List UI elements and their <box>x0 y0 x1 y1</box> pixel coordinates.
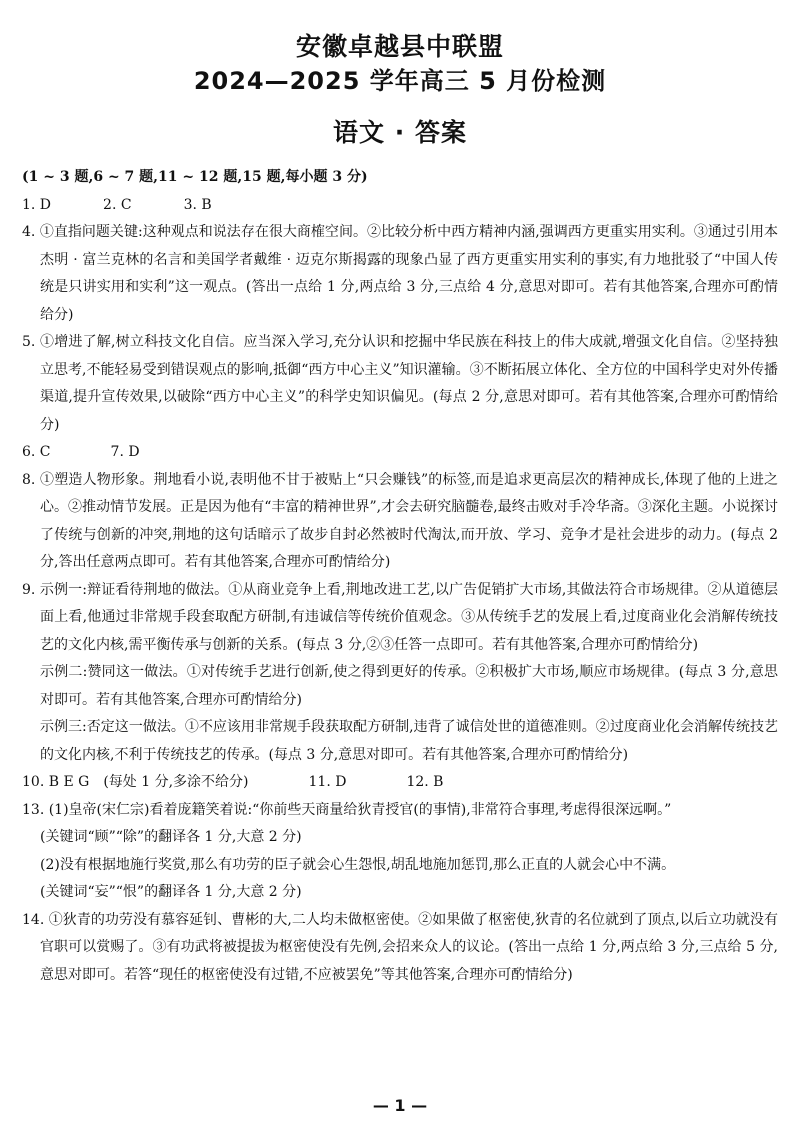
answer-q4: 4. ①直指问题关键:这种观点和说法存在很大商榷空间。②比较分析中西方精神内涵,强调西方更重实用实利。③通过引用本杰明 · 富兰克林的名言和美国学者戴维 · 迈克尔斯揭露的现象凸显了西方更重实用实利的事实,有力地批驳了“中国人传统是只讲实用和实利”这一观点。(答出一点给 1 分,两点给 3 分,三点给 4 分,意思对即可。若有其他答案,合理亦可酌情给分) <box>22 224 778 323</box>
page-number: — 1 — <box>372 1096 428 1115</box>
answer-q7: 7. D <box>110 444 140 460</box>
answer-q8: 8. ①塑造人物形象。荆地看小说,表明他不甘于被贴上“只会赚钱”的标签,而是追求更高层次的精神成长,体现了他的上进之心。②推动情节发展。正是因为他有“丰富的精神世界”,才会去研究脑髓卷,最终击败对手冷华斋。③深化主题。小说探讨了传统与创新的冲突,荆地的这句话暗示了故步自封必然被时代淘汰,而开放、学习、竞争才是社会进步的动力。(每点 2 分,答出任意两点即可。若有其他答案,合理亦可酌情给分) <box>22 471 778 570</box>
answer-q9-example1: 9. 示例一:辩证看待荆地的做法。①从商业竞争上看,荆地改进工艺,以广告促销扩大市场,其做法符合市场规律。②从道德层面上看,他通过非常规手段套取配方研制,有违诚信等传统价值观念。③从传统手艺的发展上看,过度商业化会消解传统技艺的文化内核,需平衡传承与创新的关系。(每点 3 分,②③任答一点即可。若有其他答案,合理亦可酌情给分) <box>22 581 778 653</box>
answer-q1: 1. D <box>22 196 52 213</box>
answer-q5: 5. ①增进了解,树立科技文化自信。应当深入学习,充分认识和挖掘中华民族在科技上的伟大成就,增强文化自信。②坚持独立思考,不能轻易受到错误观点的影响,抵御“西方中心主义”知识灌输。③不断拓展立体化、全方位的中国科学史对外传播渠道,提升宣传效果,以破除“西方中心主义”的科学史知识偏见。(每点 2 分,意思对即可。若有其他答案,合理亦可酌情给分) <box>22 334 778 433</box>
mc-answers-6-7 <box>22 439 778 467</box>
answer-q6: 6. C <box>22 444 51 460</box>
alliance-title: 安徽卓越县中联盟 <box>295 32 504 61</box>
answer-q3: 3. B <box>183 196 212 213</box>
answer-q13-part1: 13. (1)皇帝(宋仁宗)看着庞籍笑着说:“你前些天商量给狄青授官(的事情),非常符合事理,考虑得很深远啊。” <box>22 801 672 818</box>
answer-q13-part2: (2)没有根据地施行奖赏,那么有功劳的臣子就会心生怨恨,胡乱地施加惩罚,那么正直的人就会心中不满。 <box>40 856 676 873</box>
scoring-note: (1 ~ 3 题,6 ~ 7 题,11 ~ 12 题,15 题,每小题 3 分) <box>22 169 368 185</box>
answer-q9-example2: 示例二:赞同这一做法。①对传统手艺进行创新,使之得到更好的传承。②积极扩大市场,顺应市场规律。(每点 3 分,意思对即可。若有其他答案,合理亦可酌情给分) <box>40 664 778 708</box>
answer-q2: 2. C <box>103 196 132 213</box>
answer-q13-part1-note: (关键词“顾”“除”的翻译各 1 分,大意 2 分) <box>40 829 302 845</box>
mc-answers-10-12 <box>22 769 778 797</box>
answer-q11: 11. D <box>308 774 347 790</box>
answer-q14: 14. ①狄青的功劳没有慕容延钊、曹彬的大,二人均未做枢密使。②如果做了枢密使,狄青的名位就到了顶点,以后立功就没有官职可以赏赐了。③有功武将被提拔为枢密使没有先例,会招来众人的议论。(答出一点给 1 分,两点给 3 分,三点给 5 分,意思对即可。若答“现任的枢密使没有过错,不应被罢免”等其他答案,合理亦可酌情给分) <box>22 911 778 983</box>
exam-title: 2024—2025 学年高三 5 月份检测 <box>193 67 607 95</box>
answer-content <box>22 164 778 989</box>
answer-q10-note: (每处 1 分,多涂不给分) <box>103 774 249 790</box>
subject-title: 语文 · 答案 <box>333 118 467 147</box>
answer-q9-example3: 示例三:否定这一做法。①不应该用非常规手段获取配方研制,违背了诚信处世的道德准则。②过度商业化会消解传统技艺的文化内核,不利于传统技艺的传承。(每点 3 分,意思对即可。若有其他答案,合理亦可酌情给分) <box>40 719 778 763</box>
answer-q10: 10. B E G <box>22 774 90 790</box>
answer-q13-part2-note: (关键词“妄”“恨”的翻译各 1 分,大意 2 分) <box>40 884 302 900</box>
mc-answers-1-3 <box>22 192 778 220</box>
answer-q12: 12. B <box>406 774 444 790</box>
